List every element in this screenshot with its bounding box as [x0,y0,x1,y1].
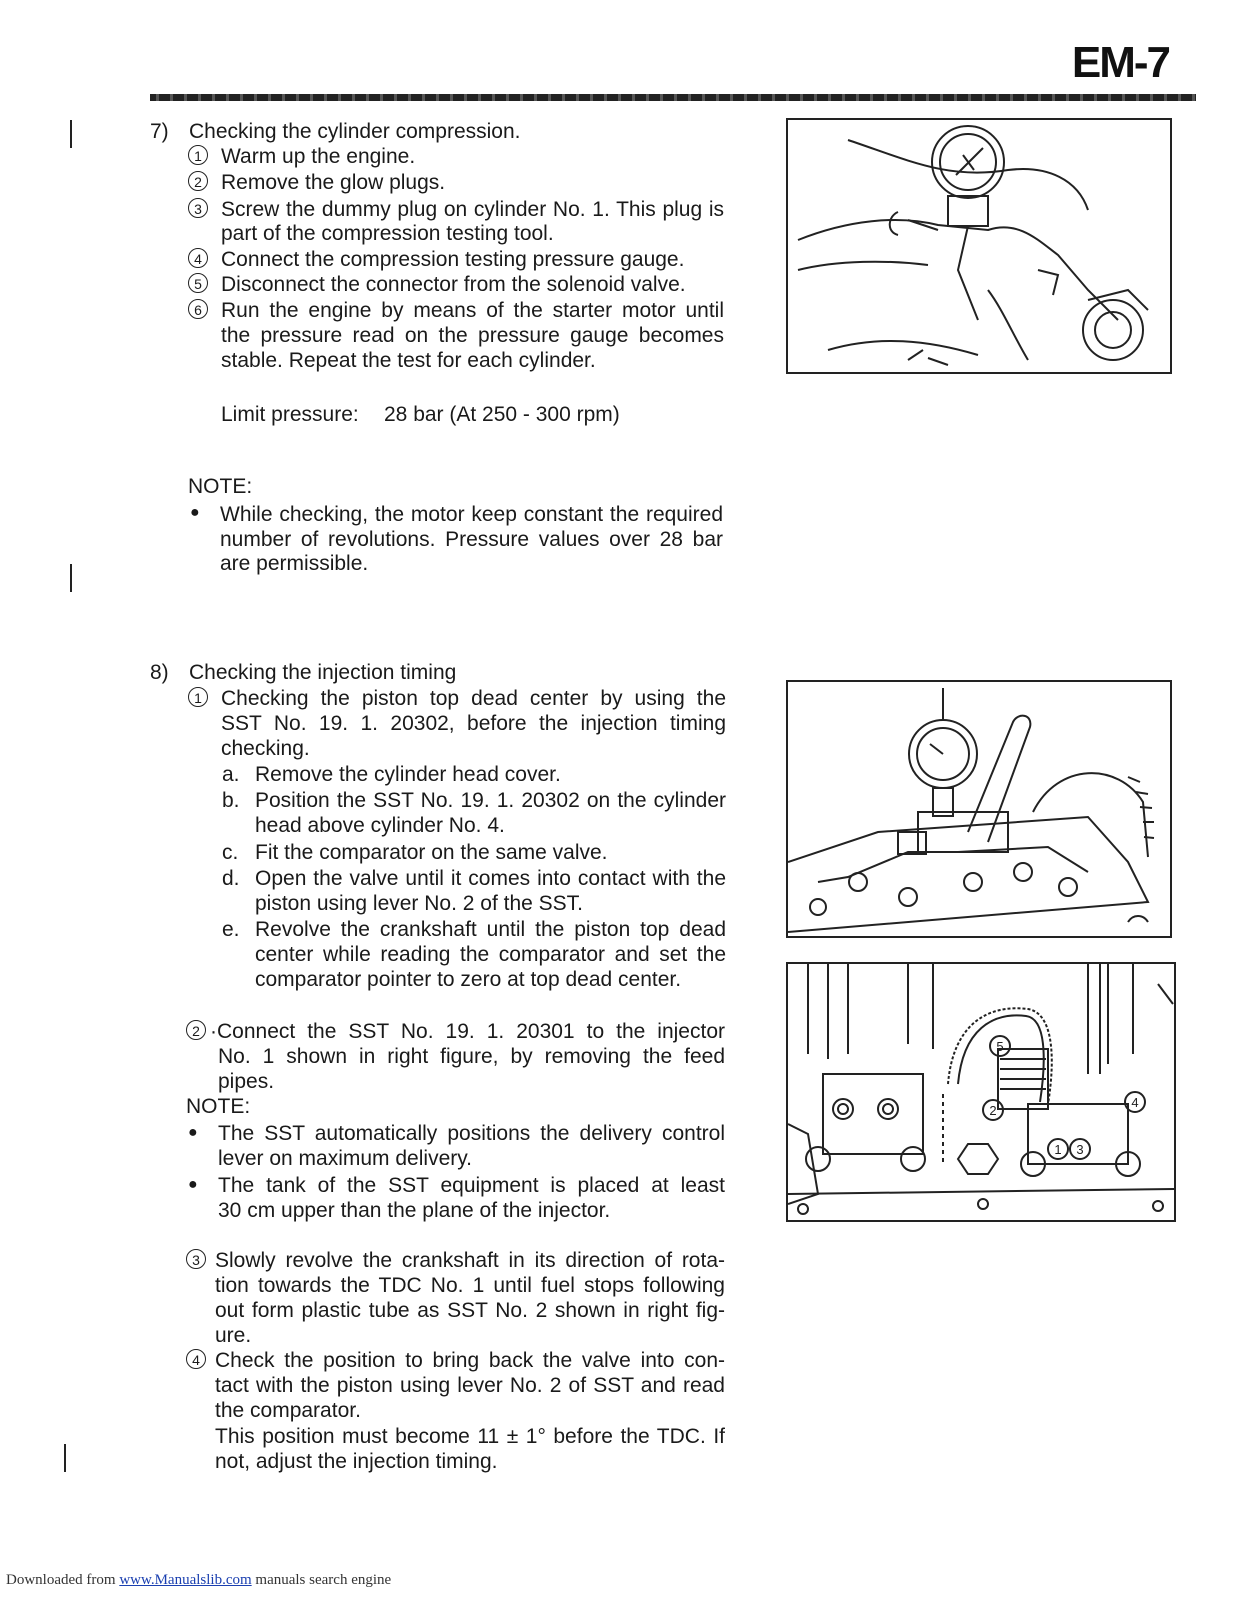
step-text: out form plastic tube as SST No. 2 shown in right fig- [215,1299,725,1322]
section-8-title: Checking the injection timing [189,661,457,684]
circled-number: 4 [186,1349,206,1369]
substep-text: Position the SST No. 19. 1. 20302 on the cylinder [255,789,726,812]
step-text: Disconnect the connector from the solenoid valve. [221,273,686,296]
circled-number: 5 [188,273,208,293]
step-text: checking. [221,737,310,760]
step-marker [188,247,214,273]
header-rule [150,94,1196,101]
note-text: 30 cm upper than the plane of the injector. [218,1199,611,1222]
note-label: NOTE: [186,1095,251,1118]
step-marker [188,272,214,298]
revision-bar [64,1444,66,1472]
substep-text: center while reading the comparator and set the [255,943,726,966]
step-marker [188,144,214,170]
substep-letter: a. [222,763,240,786]
step-marker [188,197,214,223]
callout-label: 1 [1054,1142,1062,1157]
figure-injector-sst [786,962,1176,1222]
step-text: Check the position to bring back the valve into con- [215,1349,725,1372]
step-text: This position must become 11 ± 1° before the TDC. If [215,1425,725,1448]
substep-text: Remove the cylinder head cover. [255,763,561,786]
step-text: Warm up the engine. [221,145,416,168]
revision-bar [70,120,72,148]
note-text: lever on maximum delivery. [218,1147,473,1170]
step-text: No. 1 shown in right figure, by removing the feed [218,1045,725,1068]
note-text: The SST automatically positions the delivery control [218,1122,725,1145]
substep-text: head above cylinder No. 4. [255,814,505,837]
revision-bar [70,564,72,592]
callout-label: 5 [996,1039,1004,1054]
step-text: Screw the dummy plug on cylinder No. 1. This plug is [221,198,724,221]
manualslib-link[interactable]: www.Manualslib.com [119,1572,252,1588]
substep-text: Fit the comparator on the same valve. [255,841,608,864]
step-text: tion towards the TDC No. 1 until fuel stops following [215,1274,725,1297]
note-text: number of revolutions. Pressure values over 28 bar [220,528,723,551]
note-text: are permissible. [220,552,369,575]
limit-pressure-label: Limit pressure: [221,403,359,426]
step-text: the comparator. [215,1399,361,1422]
circled-number: 6 [188,299,208,319]
section-7-number: 7) [150,120,169,143]
callout-label: 3 [1076,1142,1084,1157]
step-marker [186,1348,212,1374]
step-text: Checking the piston top dead center by using the [221,687,726,710]
substep-letter: e. [222,918,240,941]
step-text: part of the compression testing tool. [221,222,554,245]
step-text: tact with the piston using lever No. 2 of SST and read [215,1374,725,1397]
limit-pressure-value: 28 bar (At 250 - 300 rpm) [384,403,620,426]
circled-number: 1 [188,687,208,707]
callout-label: 4 [1131,1095,1139,1110]
circled-number: 4 [188,248,208,268]
callout-label: 2 [989,1103,997,1118]
note-label: NOTE: [188,475,253,498]
circled-number: 2 [188,171,208,191]
step-text: Run the engine by means of the starter motor until [221,299,724,322]
substep-letter: d. [222,867,240,890]
page-number: EM-7 [1071,38,1169,87]
step-marker [186,1248,212,1274]
substep-text: piston using lever No. 2 of the SST. [255,892,584,915]
footer-prefix: Downloaded from [6,1572,120,1588]
step-text: Remove the glow plugs. [221,171,446,194]
section-8-number: 8) [150,661,169,684]
bullet: ● [188,1124,198,1141]
step-marker [188,170,214,196]
figure-compression-gauge [786,118,1172,374]
circled-number: 2 [186,1020,206,1040]
footer-suffix: manuals search engine [251,1572,392,1588]
step-text: ure. [215,1324,252,1347]
step-text: Connect the compression testing pressure gauge. [221,248,685,271]
step-text: ·Connect the SST No. 19. 1. 20301 to the injector [210,1020,725,1043]
figure-comparator-on-head [786,680,1172,938]
bullet: ● [188,1176,198,1193]
substep-text: comparator pointer to zero at top dead center. [255,968,682,991]
step-text: SST No. 19. 1. 20302, before the injection timing [221,712,726,735]
bullet: ● [190,504,200,521]
note-text: The tank of the SST equipment is placed at least [218,1174,725,1197]
section-7-title: Checking the cylinder compression. [189,120,521,143]
substep-letter: c. [222,841,239,864]
step-marker [188,298,214,324]
step-marker [186,1019,206,1045]
step-text: the pressure read on the pressure gauge becomes [221,324,724,347]
step-text: stable. Repeat the test for each cylinder. [221,349,596,372]
substep-letter: b. [222,789,240,812]
circled-number: 3 [188,198,208,218]
note-text: While checking, the motor keep constant the required [220,503,723,526]
circled-number: 3 [186,1249,206,1269]
substep-text: Revolve the crankshaft until the piston top dead [255,918,726,941]
step-text: Slowly revolve the crankshaft in its direction of rota- [215,1249,725,1272]
substep-text: Open the valve until it comes into contact with the [255,867,726,890]
download-footer [6,1572,391,1589]
step-marker [188,686,214,712]
circled-number: 1 [188,145,208,165]
step-text: pipes. [218,1070,275,1093]
step-text: not, adjust the injection timing. [215,1450,498,1473]
